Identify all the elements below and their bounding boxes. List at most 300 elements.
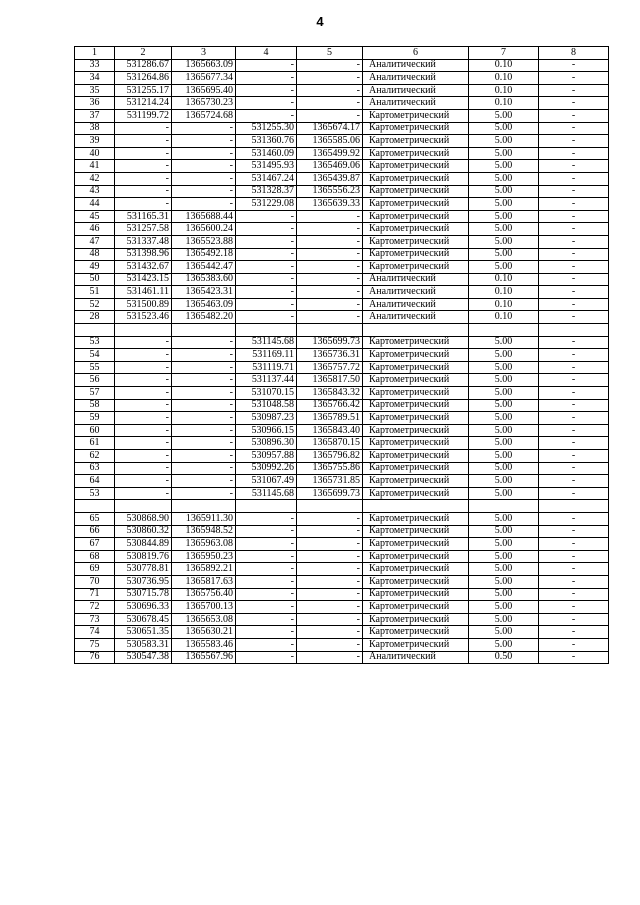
cell-x-old: - xyxy=(115,122,172,135)
cell-method: Картометрический xyxy=(363,361,469,374)
cell-y-new: 1365789.51 xyxy=(297,412,363,425)
cell-x-old: 531264.86 xyxy=(115,72,172,85)
table-row xyxy=(75,487,609,500)
table-body xyxy=(75,47,609,664)
cell-x-new: 531048.58 xyxy=(236,399,297,412)
cell-method: Картометрический xyxy=(363,336,469,349)
cell-method: Картометрический xyxy=(363,387,469,400)
cell-x-new: 531137.44 xyxy=(236,374,297,387)
cell-accuracy: 5.00 xyxy=(469,235,539,248)
cell-x-new: 531328.37 xyxy=(236,185,297,198)
table-row xyxy=(75,223,609,236)
cell-y-old: 1365700.13 xyxy=(172,601,236,614)
cell-accuracy: 5.00 xyxy=(469,147,539,160)
empty-cell xyxy=(363,500,469,513)
cell-x-new: - xyxy=(236,525,297,538)
cell-accuracy: 5.00 xyxy=(469,424,539,437)
cell-accuracy: 0.10 xyxy=(469,298,539,311)
cell-x-new: - xyxy=(236,109,297,122)
cell-accuracy: 0.50 xyxy=(469,651,539,664)
cell-x-old: 530736.95 xyxy=(115,575,172,588)
cell-x-new: 531495.93 xyxy=(236,160,297,173)
cell-point-number: 55 xyxy=(75,361,115,374)
page-number: 4 xyxy=(316,14,324,29)
cell-x-new: 531145.68 xyxy=(236,487,297,500)
cell-col8: - xyxy=(539,575,609,588)
cell-y-old: - xyxy=(172,349,236,362)
empty-cell xyxy=(297,500,363,513)
cell-point-number: 54 xyxy=(75,349,115,362)
cell-accuracy: 5.00 xyxy=(469,361,539,374)
table-row xyxy=(75,601,609,614)
cell-x-old: 530547.38 xyxy=(115,651,172,664)
empty-cell xyxy=(236,500,297,513)
cell-method: Картометрический xyxy=(363,147,469,160)
cell-method: Аналитический xyxy=(363,273,469,286)
cell-point-number: 71 xyxy=(75,588,115,601)
cell-y-old: - xyxy=(172,122,236,135)
cell-y-old: 1365383.60 xyxy=(172,273,236,286)
cell-x-new: - xyxy=(236,223,297,236)
cell-col8: - xyxy=(539,311,609,324)
cell-x-new: 531467.24 xyxy=(236,172,297,185)
cell-method: Картометрический xyxy=(363,538,469,551)
cell-y-new: - xyxy=(297,626,363,639)
cell-method: Картометрический xyxy=(363,450,469,463)
table-row xyxy=(75,651,609,664)
cell-y-old: 1365482.20 xyxy=(172,311,236,324)
table-row xyxy=(75,613,609,626)
cell-method: Картометрический xyxy=(363,424,469,437)
cell-y-old: 1365730.23 xyxy=(172,97,236,110)
cell-y-old: 1365756.40 xyxy=(172,588,236,601)
empty-cell xyxy=(469,500,539,513)
cell-method: Картометрический xyxy=(363,248,469,261)
cell-y-new: 1365639.33 xyxy=(297,198,363,211)
cell-point-number: 53 xyxy=(75,336,115,349)
cell-x-old: 531500.89 xyxy=(115,298,172,311)
cell-x-old: 531199.72 xyxy=(115,109,172,122)
cell-col8: - xyxy=(539,412,609,425)
empty-cell xyxy=(469,324,539,337)
separator-row xyxy=(75,324,609,337)
cell-y-new: - xyxy=(297,248,363,261)
cell-y-old: - xyxy=(172,424,236,437)
cell-y-new: 1365699.73 xyxy=(297,336,363,349)
cell-point-number: 44 xyxy=(75,198,115,211)
cell-x-old: 530868.90 xyxy=(115,512,172,525)
table-row xyxy=(75,97,609,110)
cell-y-old: 1365663.09 xyxy=(172,59,236,72)
cell-y-new: 1365499.92 xyxy=(297,147,363,160)
cell-y-new: 1365699.73 xyxy=(297,487,363,500)
table-row xyxy=(75,437,609,450)
cell-y-old: 1365567.96 xyxy=(172,651,236,664)
cell-x-new: - xyxy=(236,97,297,110)
cell-col8: - xyxy=(539,450,609,463)
cell-y-old: - xyxy=(172,399,236,412)
cell-method: Картометрический xyxy=(363,198,469,211)
cell-point-number: 58 xyxy=(75,399,115,412)
cell-col8: - xyxy=(539,349,609,362)
cell-x-old: 530715.78 xyxy=(115,588,172,601)
cell-col8: - xyxy=(539,261,609,274)
cell-y-old: 1365724.68 xyxy=(172,109,236,122)
empty-cell xyxy=(172,500,236,513)
cell-method: Картометрический xyxy=(363,223,469,236)
cell-y-new: - xyxy=(297,223,363,236)
cell-col8: - xyxy=(539,638,609,651)
cell-y-old: - xyxy=(172,147,236,160)
cell-y-new: 1365439.87 xyxy=(297,172,363,185)
cell-point-number: 70 xyxy=(75,575,115,588)
cell-col8: - xyxy=(539,160,609,173)
cell-y-new: - xyxy=(297,588,363,601)
table-row xyxy=(75,512,609,525)
cell-y-new: - xyxy=(297,298,363,311)
cell-x-new: - xyxy=(236,638,297,651)
table-row xyxy=(75,399,609,412)
cell-y-old: - xyxy=(172,387,236,400)
cell-y-new: - xyxy=(297,84,363,97)
table-row xyxy=(75,361,609,374)
cell-point-number: 41 xyxy=(75,160,115,173)
cell-point-number: 34 xyxy=(75,72,115,85)
cell-accuracy: 5.00 xyxy=(469,588,539,601)
cell-y-old: - xyxy=(172,450,236,463)
cell-x-new: - xyxy=(236,261,297,274)
cell-col8: - xyxy=(539,298,609,311)
cell-y-new: - xyxy=(297,613,363,626)
table-row xyxy=(75,286,609,299)
header-cell: 4 xyxy=(236,47,297,60)
coordinates-table xyxy=(74,46,609,664)
cell-x-new: 531067.49 xyxy=(236,475,297,488)
cell-method: Аналитический xyxy=(363,286,469,299)
cell-x-new: 530992.26 xyxy=(236,462,297,475)
cell-x-old: 531337.48 xyxy=(115,235,172,248)
cell-point-number: 75 xyxy=(75,638,115,651)
cell-accuracy: 5.00 xyxy=(469,437,539,450)
cell-x-old: - xyxy=(115,475,172,488)
cell-point-number: 40 xyxy=(75,147,115,160)
table-row xyxy=(75,588,609,601)
cell-x-old: 531257.58 xyxy=(115,223,172,236)
cell-accuracy: 5.00 xyxy=(469,198,539,211)
cell-col8: - xyxy=(539,172,609,185)
cell-point-number: 50 xyxy=(75,273,115,286)
cell-y-new: - xyxy=(297,512,363,525)
cell-y-old: - xyxy=(172,361,236,374)
empty-cell xyxy=(539,500,609,513)
cell-x-old: - xyxy=(115,399,172,412)
cell-x-old: 531461.11 xyxy=(115,286,172,299)
cell-col8: - xyxy=(539,613,609,626)
cell-accuracy: 5.00 xyxy=(469,109,539,122)
cell-x-new: - xyxy=(236,575,297,588)
cell-col8: - xyxy=(539,361,609,374)
cell-col8: - xyxy=(539,286,609,299)
cell-accuracy: 5.00 xyxy=(469,122,539,135)
cell-accuracy: 5.00 xyxy=(469,210,539,223)
empty-cell xyxy=(75,324,115,337)
cell-method: Аналитический xyxy=(363,311,469,324)
cell-method: Картометрический xyxy=(363,135,469,148)
cell-col8: - xyxy=(539,525,609,538)
cell-x-old: - xyxy=(115,450,172,463)
cell-point-number: 46 xyxy=(75,223,115,236)
cell-accuracy: 5.00 xyxy=(469,374,539,387)
cell-accuracy: 5.00 xyxy=(469,135,539,148)
cell-y-new: - xyxy=(297,638,363,651)
cell-x-old: 531523.46 xyxy=(115,311,172,324)
cell-point-number: 69 xyxy=(75,563,115,576)
cell-method: Картометрический xyxy=(363,437,469,450)
table-row xyxy=(75,235,609,248)
cell-y-new: 1365731.85 xyxy=(297,475,363,488)
cell-y-new: 1365736.31 xyxy=(297,349,363,362)
table-row xyxy=(75,450,609,463)
cell-y-old: - xyxy=(172,185,236,198)
cell-y-new: 1365817.50 xyxy=(297,374,363,387)
cell-y-old: 1365653.08 xyxy=(172,613,236,626)
cell-point-number: 64 xyxy=(75,475,115,488)
cell-x-old: 531214.24 xyxy=(115,97,172,110)
cell-col8: - xyxy=(539,424,609,437)
cell-col8: - xyxy=(539,538,609,551)
table-row xyxy=(75,72,609,85)
cell-x-new: 531070.15 xyxy=(236,387,297,400)
cell-method: Картометрический xyxy=(363,235,469,248)
cell-accuracy: 5.00 xyxy=(469,462,539,475)
cell-method: Картометрический xyxy=(363,160,469,173)
cell-x-old: - xyxy=(115,172,172,185)
cell-accuracy: 5.00 xyxy=(469,487,539,500)
cell-accuracy: 5.00 xyxy=(469,538,539,551)
table-row xyxy=(75,210,609,223)
cell-accuracy: 5.00 xyxy=(469,172,539,185)
cell-x-new: - xyxy=(236,311,297,324)
cell-x-old: - xyxy=(115,198,172,211)
table-row xyxy=(75,538,609,551)
cell-y-new: - xyxy=(297,575,363,588)
cell-point-number: 47 xyxy=(75,235,115,248)
cell-point-number: 61 xyxy=(75,437,115,450)
cell-method: Аналитический xyxy=(363,651,469,664)
cell-col8: - xyxy=(539,437,609,450)
cell-x-new: - xyxy=(236,235,297,248)
cell-y-new: 1365469.06 xyxy=(297,160,363,173)
cell-method: Картометрический xyxy=(363,575,469,588)
cell-x-new: 530896.30 xyxy=(236,437,297,450)
cell-col8: - xyxy=(539,273,609,286)
cell-point-number: 73 xyxy=(75,613,115,626)
cell-y-new: 1365796.82 xyxy=(297,450,363,463)
cell-col8: - xyxy=(539,387,609,400)
empty-cell xyxy=(363,324,469,337)
cell-x-new: - xyxy=(236,248,297,261)
cell-point-number: 72 xyxy=(75,601,115,614)
cell-x-old: - xyxy=(115,349,172,362)
cell-col8: - xyxy=(539,626,609,639)
cell-x-old: 530583.31 xyxy=(115,638,172,651)
empty-cell xyxy=(539,324,609,337)
cell-x-old: 530778.81 xyxy=(115,563,172,576)
cell-y-new: 1365870.15 xyxy=(297,437,363,450)
cell-y-old: - xyxy=(172,462,236,475)
cell-x-new: - xyxy=(236,84,297,97)
cell-y-new: 1365766.42 xyxy=(297,399,363,412)
table-row xyxy=(75,122,609,135)
cell-y-old: 1365442.47 xyxy=(172,261,236,274)
cell-col8: - xyxy=(539,399,609,412)
cell-point-number: 45 xyxy=(75,210,115,223)
table-row xyxy=(75,273,609,286)
cell-x-new: 531169.11 xyxy=(236,349,297,362)
cell-method: Картометрический xyxy=(363,261,469,274)
cell-method: Картометрический xyxy=(363,172,469,185)
cell-accuracy: 5.00 xyxy=(469,638,539,651)
cell-method: Картометрический xyxy=(363,412,469,425)
cell-method: Картометрический xyxy=(363,512,469,525)
cell-point-number: 59 xyxy=(75,412,115,425)
cell-col8: - xyxy=(539,147,609,160)
cell-col8: - xyxy=(539,84,609,97)
cell-x-old: 531432.67 xyxy=(115,261,172,274)
cell-accuracy: 0.10 xyxy=(469,273,539,286)
cell-point-number: 67 xyxy=(75,538,115,551)
empty-cell xyxy=(172,324,236,337)
table-row xyxy=(75,550,609,563)
cell-y-old: 1365948.52 xyxy=(172,525,236,538)
cell-x-old: - xyxy=(115,147,172,160)
table-row xyxy=(75,135,609,148)
cell-y-old: 1365677.34 xyxy=(172,72,236,85)
cell-col8: - xyxy=(539,462,609,475)
cell-x-old: 531255.17 xyxy=(115,84,172,97)
header-cell: 3 xyxy=(172,47,236,60)
cell-method: Аналитический xyxy=(363,72,469,85)
cell-accuracy: 5.00 xyxy=(469,248,539,261)
cell-accuracy: 5.00 xyxy=(469,160,539,173)
cell-point-number: 48 xyxy=(75,248,115,261)
cell-col8: - xyxy=(539,601,609,614)
table-row xyxy=(75,261,609,274)
cell-method: Картометрический xyxy=(363,601,469,614)
cell-y-old: - xyxy=(172,374,236,387)
cell-x-new: 531145.68 xyxy=(236,336,297,349)
cell-accuracy: 5.00 xyxy=(469,475,539,488)
cell-x-old: 530651.35 xyxy=(115,626,172,639)
cell-accuracy: 0.10 xyxy=(469,311,539,324)
cell-y-new: 1365757.72 xyxy=(297,361,363,374)
cell-y-old: - xyxy=(172,135,236,148)
cell-y-old: 1365600.24 xyxy=(172,223,236,236)
cell-x-new: - xyxy=(236,550,297,563)
cell-point-number: 28 xyxy=(75,311,115,324)
table-row xyxy=(75,84,609,97)
cell-y-old: - xyxy=(172,336,236,349)
cell-col8: - xyxy=(539,248,609,261)
cell-col8: - xyxy=(539,588,609,601)
cell-point-number: 60 xyxy=(75,424,115,437)
cell-point-number: 35 xyxy=(75,84,115,97)
cell-x-old: - xyxy=(115,185,172,198)
cell-accuracy: 5.00 xyxy=(469,399,539,412)
cell-col8: - xyxy=(539,59,609,72)
cell-accuracy: 5.00 xyxy=(469,349,539,362)
cell-x-new: - xyxy=(236,563,297,576)
header-cell: 1 xyxy=(75,47,115,60)
cell-method: Картометрический xyxy=(363,563,469,576)
cell-y-new: - xyxy=(297,109,363,122)
cell-method: Картометрический xyxy=(363,487,469,500)
cell-method: Аналитический xyxy=(363,59,469,72)
cell-y-old: - xyxy=(172,487,236,500)
cell-y-old: 1365963.08 xyxy=(172,538,236,551)
cell-x-new: 531460.09 xyxy=(236,147,297,160)
header-cell: 5 xyxy=(297,47,363,60)
cell-col8: - xyxy=(539,550,609,563)
cell-y-old: 1365892.21 xyxy=(172,563,236,576)
table-row xyxy=(75,374,609,387)
table-row xyxy=(75,298,609,311)
cell-x-old: - xyxy=(115,361,172,374)
cell-y-new: 1365674.17 xyxy=(297,122,363,135)
table-row xyxy=(75,172,609,185)
cell-col8: - xyxy=(539,135,609,148)
cell-y-old: 1365630.21 xyxy=(172,626,236,639)
cell-x-new: - xyxy=(236,512,297,525)
cell-x-old: 531165.31 xyxy=(115,210,172,223)
cell-y-old: - xyxy=(172,172,236,185)
cell-col8: - xyxy=(539,198,609,211)
cell-point-number: 39 xyxy=(75,135,115,148)
cell-x-old: - xyxy=(115,160,172,173)
cell-y-new: - xyxy=(297,59,363,72)
cell-x-new: 531229.08 xyxy=(236,198,297,211)
cell-y-old: - xyxy=(172,412,236,425)
cell-x-new: - xyxy=(236,538,297,551)
cell-x-old: 531423.15 xyxy=(115,273,172,286)
cell-y-old: 1365463.09 xyxy=(172,298,236,311)
header-cell: 2 xyxy=(115,47,172,60)
cell-method: Картометрический xyxy=(363,185,469,198)
cell-point-number: 74 xyxy=(75,626,115,639)
cell-y-new: - xyxy=(297,210,363,223)
cell-x-new: - xyxy=(236,59,297,72)
cell-method: Картометрический xyxy=(363,475,469,488)
cell-col8: - xyxy=(539,72,609,85)
cell-point-number: 76 xyxy=(75,651,115,664)
cell-x-old: - xyxy=(115,487,172,500)
cell-x-old: 530819.76 xyxy=(115,550,172,563)
cell-col8: - xyxy=(539,563,609,576)
cell-y-new: 1365755.86 xyxy=(297,462,363,475)
cell-accuracy: 0.10 xyxy=(469,72,539,85)
cell-point-number: 62 xyxy=(75,450,115,463)
empty-cell xyxy=(115,324,172,337)
cell-y-new: - xyxy=(297,97,363,110)
cell-method: Картометрический xyxy=(363,210,469,223)
cell-point-number: 36 xyxy=(75,97,115,110)
cell-point-number: 52 xyxy=(75,298,115,311)
cell-x-new: - xyxy=(236,72,297,85)
cell-y-new: - xyxy=(297,286,363,299)
header-cell: 6 xyxy=(363,47,469,60)
cell-x-old: 530860.32 xyxy=(115,525,172,538)
cell-y-old: 1365817.63 xyxy=(172,575,236,588)
